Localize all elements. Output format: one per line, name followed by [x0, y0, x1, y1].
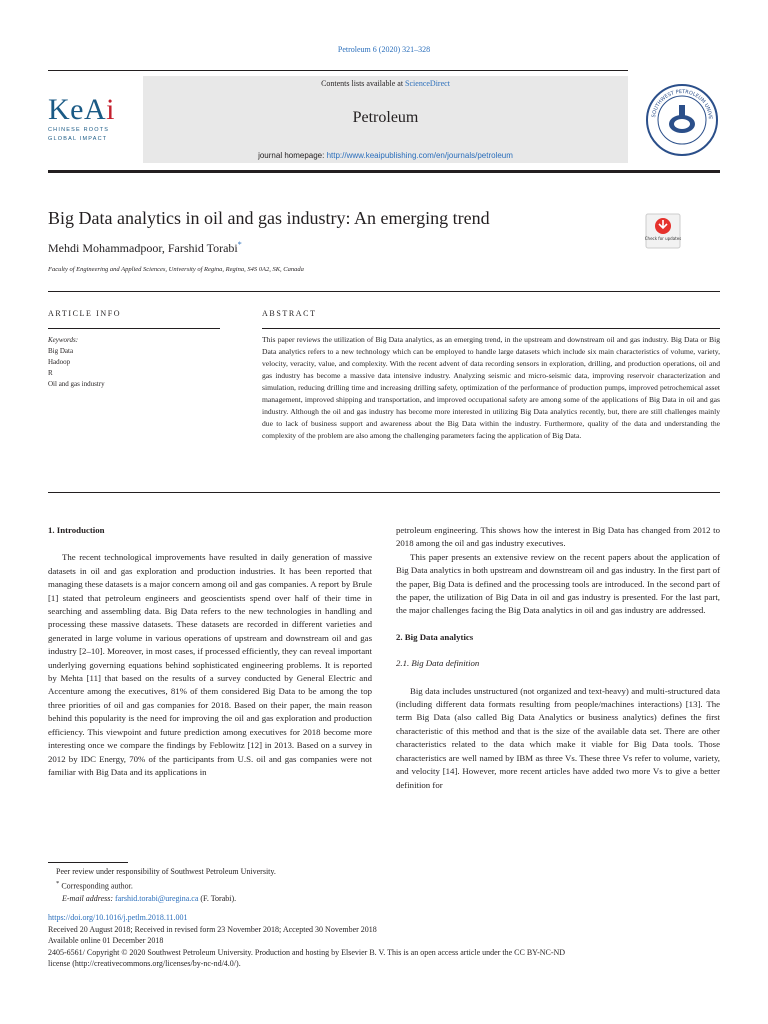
keai-wordmark: KeAi	[48, 93, 115, 126]
doi-link[interactable]: https://doi.org/10.1016/j.petlm.2018.11.001	[48, 913, 188, 922]
affiliation: Faculty of Engineering and Applied Sciences, University of Regina, Regina, S4S 0A2, SK, Canada	[48, 266, 304, 273]
journal-reference[interactable]: Petroleum 6 (2020) 321–328	[337, 45, 431, 54]
article-title: Big Data analytics in oil and gas industry: An emerging trend	[48, 208, 490, 228]
header-thick-rule	[48, 170, 720, 173]
article-info-heading: ARTICLE INFO	[48, 309, 122, 318]
keai-tagline-2: GLOBAL IMPACT	[48, 136, 108, 142]
body-column-right	[396, 524, 720, 792]
corresponding-author-note: * Corresponding author.	[56, 880, 133, 891]
license-line: license (http://creativecommons.org/licenses/by-nc-nd/4.0/).	[48, 959, 241, 968]
abstract-text: This paper reviews the utilization of Big Data analytics, as an emerging trend, in the upstream and downstream oil and gas industry. Big Data or Big Data analytics refers to a new technology which can be employed to handle large datasets which include six main characteristics of volume, variety, velocity, veracity, value, and complexity. With the recent advent of data recording sensors in exploration, drilling, and production operations, oil and gas industry has become a massive data intensive industry. Analyzing seismic and micro-seismic data, improving reservoir characterization and simulation, reducing drilling time and increasing drilling safety, optimization of the performance of production pumps, improved petrochemical asset management, improved shipping and transportation, and improved occupational safety are among some of the applications of Big Data in oil and gas industry. Although the oil and gas industry has become more interested in utilizing Big Data analytics recently, but, there are still challenges mainly due to lack of business support and awareness about the Big Data within the industry. Furthermore, quality of the data and understanding the complexity of the problem are also among the challenging parameters facing the application of Big Data.	[262, 335, 720, 440]
email-note: E-mail address: farshid.torabi@uregina.ca (F. Torabi).	[62, 893, 237, 903]
check-updates-label: Check for updates	[645, 236, 681, 241]
body-paragraph: petroleum engineering. This shows how the interest in Big Data has changed from 2012 to 2018 among the oil and gas industry executives.	[396, 525, 720, 549]
subsection-heading: 2.1. Big Data definition	[396, 658, 480, 669]
abstract-bottom-rule	[48, 492, 720, 493]
keai-tagline-1: CHINESE ROOTS	[48, 127, 110, 133]
keyword-item: Hadoop	[48, 358, 71, 366]
article-footer	[48, 912, 728, 970]
body-paragraph: This paper presents an extensive review on the recent papers about the application of Big Data analytics in both upstream and downstream oil and gas industry. In the first part of the paper, Big Data is defined and the processing tools are introduced. In the second part of the paper, the utilization of Big Data in oil and gas industry is presented. For the last part, the major challenges facing the Big Data analytics in oil and gas industry are addressed.	[396, 551, 720, 616]
article-authors: Mehdi Mohammadpoor, Farshid Torabi*	[48, 240, 242, 255]
check-for-updates-icon[interactable]	[645, 213, 681, 249]
received-dates: Received 20 August 2018; Received in revised form 23 November 2018; Accepted 30 November 2018	[48, 924, 377, 934]
footnotes	[56, 866, 276, 905]
sciencedirect-link[interactable]: ScienceDirect	[405, 79, 450, 88]
body-paragraph: Big data includes unstructured (not organized and text-heavy) and multi-structured data (including different data formats resulting from people/machines interactions) [13]. The term Big Data (also called Big Data Analytics or business analytics) defines the first characteristic of this method and that is the size of the available data set. There are other characteristics related to the data which make it viable for Big Data tools. Those characteristics are well named by IBM as three Vs. These three Vs refer to volume, variety, and velocity [14]. However, more recent articles have added two more Vs to give a better definition for	[396, 685, 720, 790]
info-top-rule	[48, 291, 720, 292]
keyword-item: R	[48, 369, 53, 377]
keywords-rule	[48, 328, 220, 329]
body-paragraph: The recent technological improvements have resulted in daily generation of massive datasets in oil and gas exploration and production industries. It has been reported that managing these datasets is a major concern among oil and gas companies. A report by Brule [1] stated that petroleum engineers and geoscientists spend over half of their time in searching and assembling data. Big Data refers to the new technologies in handling and processing these massive datasets. These datasets are recorded in different varieties and generated in large volume in various operations of upstream and downstream oil and gas industry [2–10]. Moreover, in most cases, if processed efficiently, they can reveal important underlying governing equations behind sophisticated engineering problems. It is reported by Mehta [11] that based on the results of a survey conducted by General Electric and Accenture among the executives, 81% of them considered Big Data to be among the top three priorities of oil and gas companies for 2018. Based on their paper, the main reason behind this popularity is the need for improving the oil and gas exploration and production efficiency. This viewpoint and future prediction among executives for 2018 become more interesting once we compare the findings by Feblowitz [12] in 2013. Based on a survey in 2012 by IDC Energy, 70% of the participants from U.S. oil and gas companies were not familiar with Big Data and its applications in	[48, 552, 372, 777]
keywords-label: Keywords:	[48, 336, 79, 344]
email-link[interactable]: farshid.torabi@uregina.ca	[115, 893, 199, 903]
keywords-list	[48, 335, 105, 390]
keyword-item: Big Data	[48, 347, 74, 355]
peer-review-note: Peer review under responsibility of Southwest Petroleum University.	[56, 867, 276, 876]
section-heading: 1. Introduction	[48, 525, 105, 535]
section-heading: 2. Big Data analytics	[396, 631, 474, 642]
university-seal-icon	[645, 83, 719, 157]
keai-logo	[48, 95, 138, 143]
journal-name: Petroleum	[352, 109, 419, 126]
corresponding-marker[interactable]: *	[237, 240, 242, 249]
body-column-left	[48, 524, 372, 779]
homepage-link[interactable]: http://www.keaipublishing.com/en/journals/petroleum	[326, 151, 513, 160]
keyword-item: Oil and gas industry	[48, 380, 105, 388]
copyright-line: 2405-6561/ Copyright © 2020 Southwest Petroleum University. Production and hosting by Elsevier B. V. This is an open access article under the CC BY-NC-ND	[48, 947, 566, 957]
journal-homepage: journal homepage: http://www.keaipublishing.com/en/journals/petroleum	[258, 151, 513, 160]
available-online: Available online 01 December 2018	[48, 936, 164, 945]
abstract-rule	[262, 328, 720, 329]
seal-text: SOUTHWEST PETROLEUM UNIVE	[651, 88, 714, 120]
footnote-rule	[48, 862, 128, 863]
header-rule	[48, 70, 628, 71]
abstract-heading: ABSTRACT	[262, 309, 317, 318]
contents-line: Contents lists available at ScienceDirect	[321, 79, 450, 88]
